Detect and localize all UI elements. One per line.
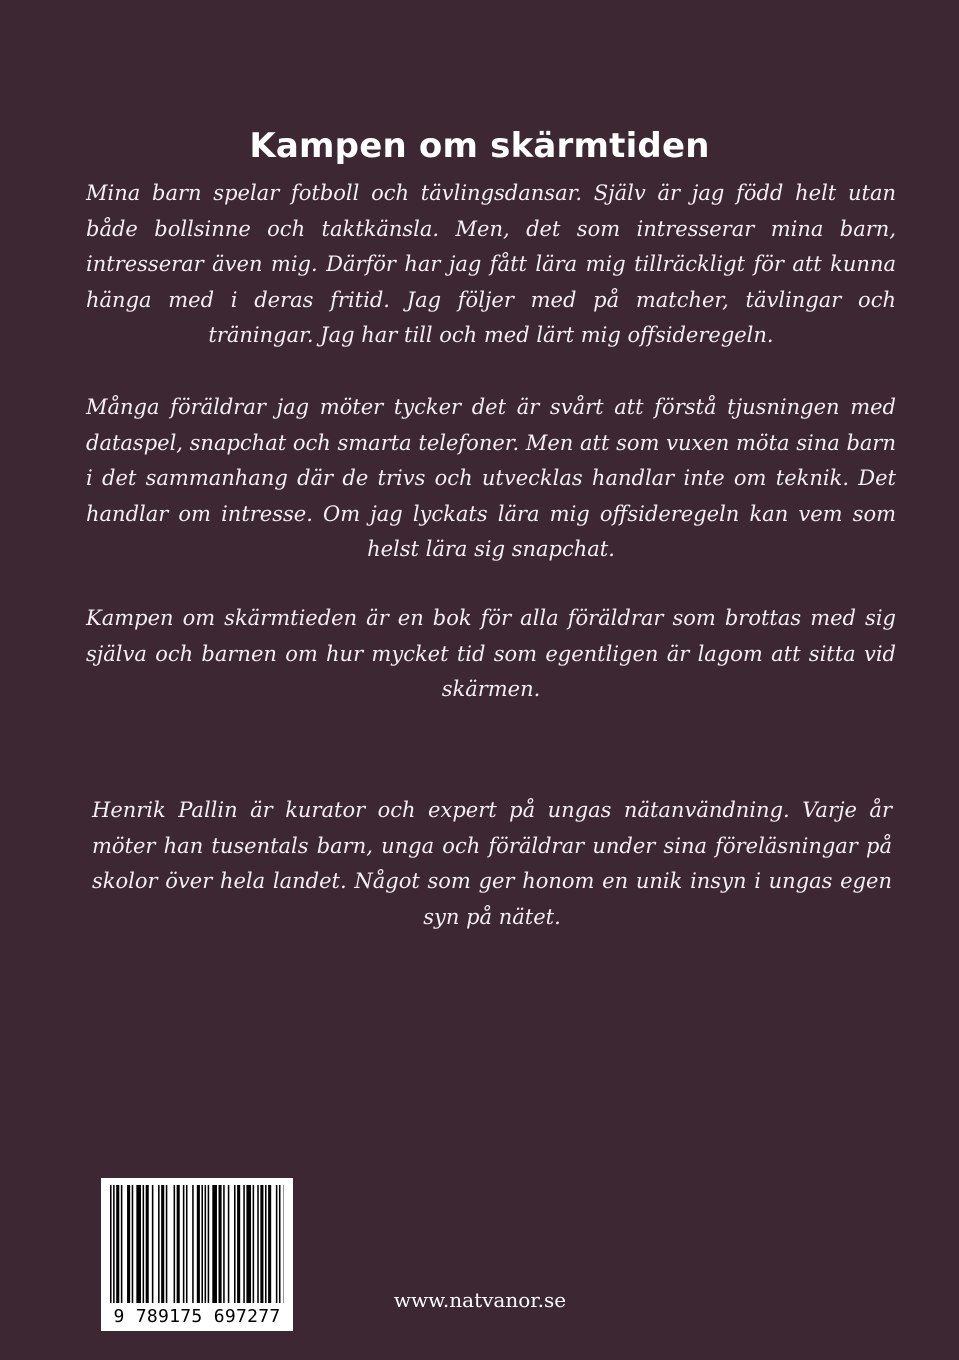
blurb-paragraph-2: Många föräldrar jag möter tycker det är svårt att förstå tjusningen med dataspel, snapchat och smarta telefoner. Men att som vuxen möta sina barn i det sammanhang där de trivs och utvecklas handlar inte om teknik. Det handlar om intresse. Om jag lyckats lära mig offsideregeln kan vem som helst lära sig snapchat. (86, 395, 896, 561)
isbn-number: 9 789175 697277 (113, 1306, 281, 1327)
barcode-bars (110, 1185, 284, 1307)
author-bio: Henrik Pallin är kurator och expert på ungas nätanvändning. Varje år möter han tusentals barn, unga och föräldrar under sina föreläsningar på skolor över hela landet. Något som ger honom en unik insyn i ungas egen syn på nätet. (92, 798, 892, 929)
book-title: Kampen om skärmtiden (249, 126, 710, 166)
blurb-paragraph-1: Mina barn spelar fotboll och tävlingsdansar. Själv är jag född helt utan både bollsinne och taktkänsla. Men, det som intresserar mina barn, intresserar även mig. Därför har jag fått lära mig tillräckligt för att kunna hänga med i deras fritid. Jag följer med på matcher, tävlingar och träningar. Jag har till och med lärt mig offsideregeln. (86, 181, 896, 347)
isbn-barcode (101, 1178, 293, 1331)
website-url: www.natvanor.se (393, 1288, 567, 1312)
blurb-paragraph-3: Kampen om skärmtieden är en bok för alla föräldrar som brottas med sig själva och barnen om hur mycket tid som egentligen är lagom att sitta vid skärmen. (86, 606, 896, 701)
